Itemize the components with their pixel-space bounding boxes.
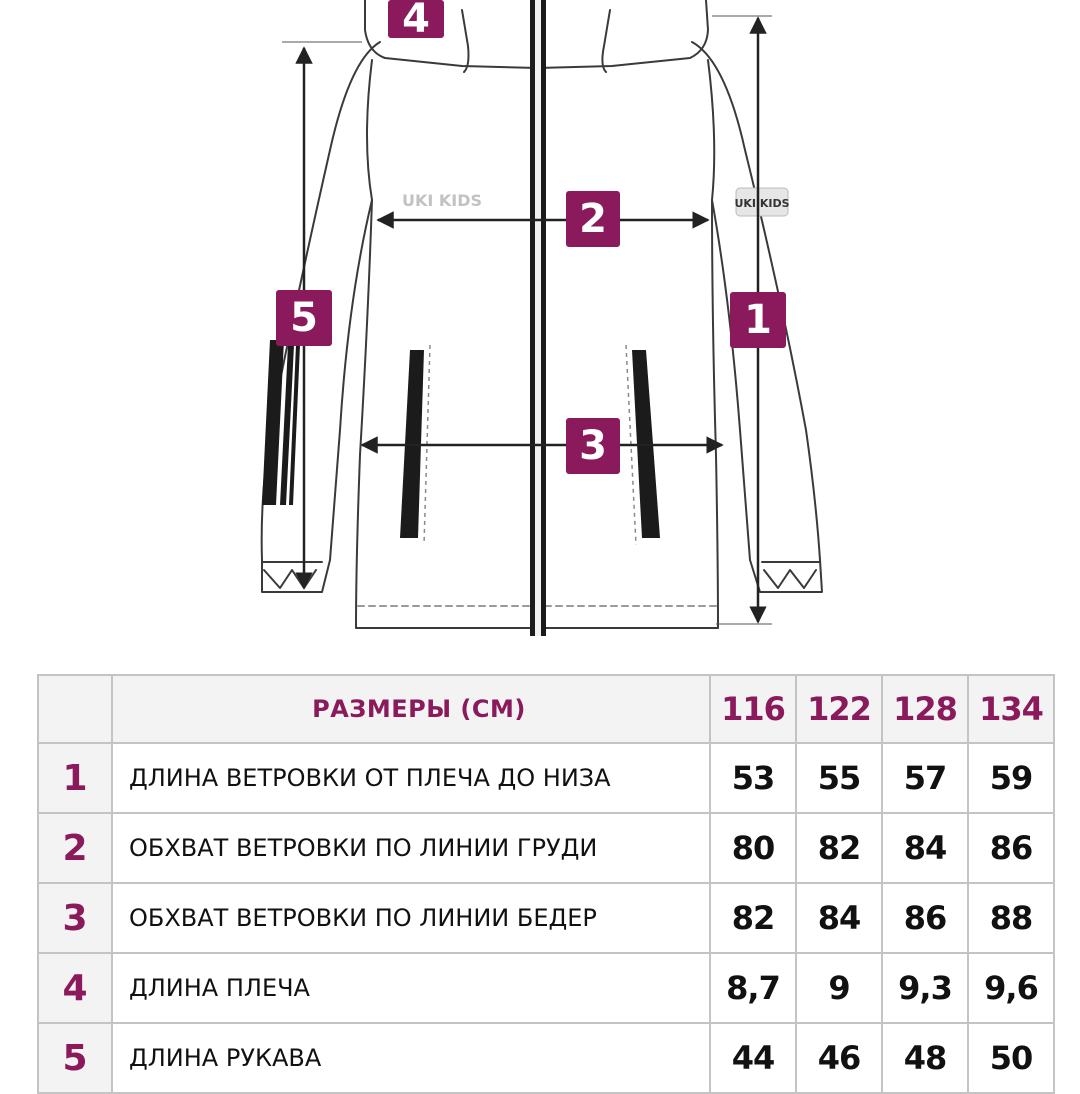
measure-marker-2: 2 (566, 191, 620, 247)
row-value: 8,7 (710, 953, 796, 1023)
row-value: 44 (710, 1023, 796, 1093)
row-label: ОБХВАТ ВЕТРОВКИ ПО ЛИНИИ ГРУДИ (112, 813, 710, 883)
row-value: 55 (796, 743, 882, 813)
brand-print-text: UKI KIDS (401, 191, 483, 210)
measure-marker-4: 4 (388, 0, 444, 38)
size-header: 128 (882, 675, 968, 743)
row-value: 9,6 (968, 953, 1054, 1023)
row-label: ДЛИНА РУКАВА (112, 1023, 710, 1093)
row-number: 5 (38, 1023, 112, 1093)
table-row (38, 743, 1054, 813)
size-header: 134 (968, 675, 1054, 743)
table-row (38, 813, 1054, 883)
row-value: 57 (882, 743, 968, 813)
table-row (38, 953, 1054, 1023)
row-value: 53 (710, 743, 796, 813)
row-number: 2 (38, 813, 112, 883)
sleeve-tag-text: UKI KIDS (734, 197, 790, 210)
row-value: 84 (796, 883, 882, 953)
row-number: 4 (38, 953, 112, 1023)
row-value: 86 (968, 813, 1054, 883)
row-value: 46 (796, 1023, 882, 1093)
size-header: 116 (710, 675, 796, 743)
row-value: 9 (796, 953, 882, 1023)
header-corner-cell (38, 675, 112, 743)
measure-marker-1: 1 (730, 292, 786, 348)
row-value: 80 (710, 813, 796, 883)
table-row (38, 883, 1054, 953)
row-value: 9,3 (882, 953, 968, 1023)
row-number: 1 (38, 743, 112, 813)
row-value: 82 (796, 813, 882, 883)
row-number: 3 (38, 883, 112, 953)
row-label: ДЛИНА ПЛЕЧА (112, 953, 710, 1023)
size-chart-table (37, 674, 1055, 1094)
row-value: 50 (968, 1023, 1054, 1093)
table-header-title: РАЗМЕРЫ (СМ) (112, 675, 710, 743)
row-value: 86 (882, 883, 968, 953)
row-value: 48 (882, 1023, 968, 1093)
row-label: ОБХВАТ ВЕТРОВКИ ПО ЛИНИИ БЕДЕР (112, 883, 710, 953)
measure-marker-5: 5 (276, 290, 332, 346)
table-header-row (38, 675, 1054, 743)
row-value: 82 (710, 883, 796, 953)
measure-marker-3: 3 (566, 418, 620, 474)
size-header: 122 (796, 675, 882, 743)
row-value: 84 (882, 813, 968, 883)
row-label: ДЛИНА ВЕТРОВКИ ОТ ПЛЕЧА ДО НИЗА (112, 743, 710, 813)
table-row (38, 1023, 1054, 1093)
row-value: 88 (968, 883, 1054, 953)
row-value: 59 (968, 743, 1054, 813)
